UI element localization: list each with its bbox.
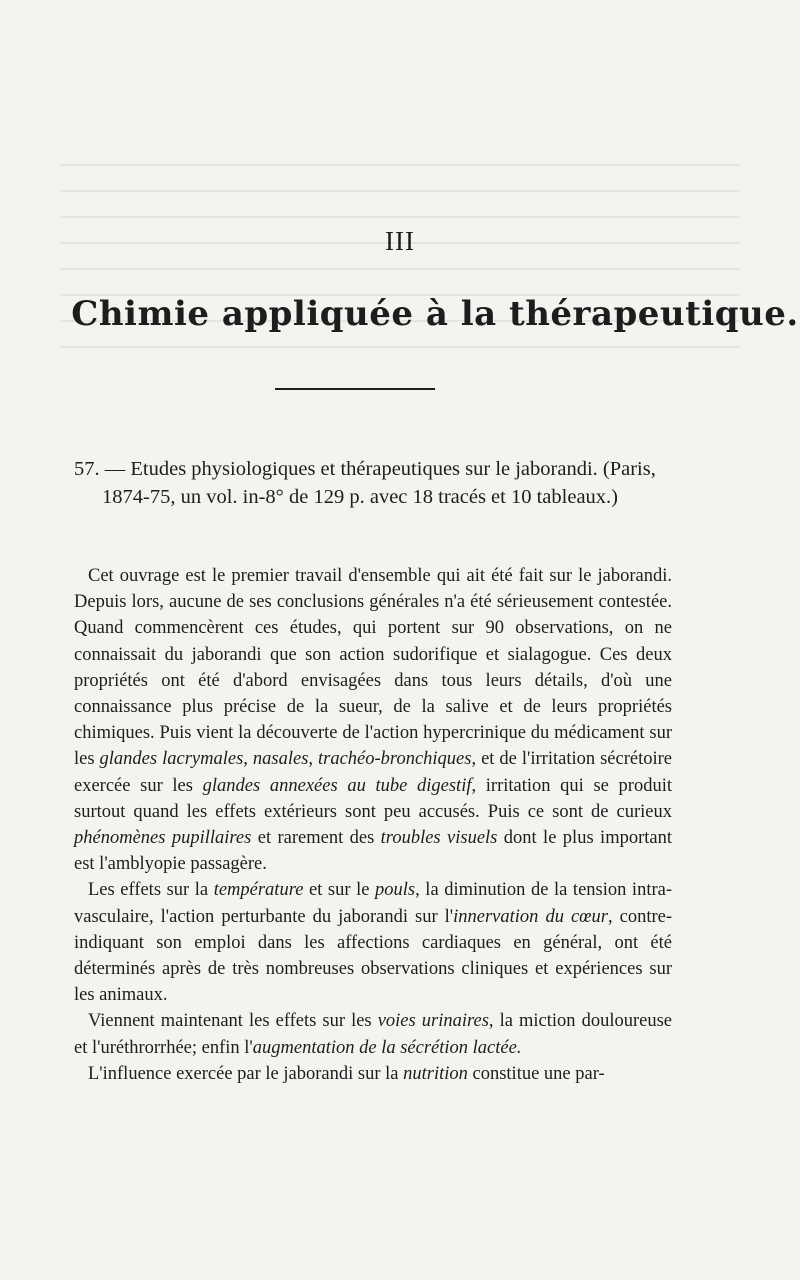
paragraph-1 xyxy=(74,563,672,877)
text-run: et rarement des xyxy=(251,828,381,849)
text-run: , contre-indiquant son emploi dans les affections cardiaques en général, ont été déterminés après de très nombreuses observations cliniques et expériences sur les animaux. xyxy=(74,906,673,1006)
entry-heading: — Etudes physiologiques et thérapeutiques sur le jaborandi. (Paris, 1874-75, un vol. in-8° de 129 p. avec 18 tracés et 10 tableaux.) xyxy=(102,458,656,508)
chapter-numeral: III xyxy=(385,226,415,256)
italic-run: innervation du cœur xyxy=(453,906,608,927)
italic-run: pouls xyxy=(375,880,416,901)
bibliographic-entry xyxy=(74,455,702,511)
text-run: Viennent maintenant les effets sur les xyxy=(88,1011,378,1032)
text-run: Cet ouvrage est le premier travail d'ensemble qui ait été fait sur le jaborandi. Depuis lors, aucune de ses conclusions générales n'a été sérieusement contestée. Quand commencèrent ces études, qui portent sur 90 observations, on ne connaissait du jaborandi que son action sudorifique et sialagogue. Ces deux propriétés ont été d'abord envisagées dans tous leurs détails, d'où une connaissance plus précise de la sueur, de la salive et de leurs propriétés chimiques. Puis vient la découverte de l'action hypercrinique du médicament sur les xyxy=(74,566,672,770)
text-run: , et de l'irritation sécrétoire exercée sur les xyxy=(74,749,672,796)
entry-number: 57. xyxy=(74,458,100,480)
paragraph-4 xyxy=(74,1061,672,1087)
text-run: , la diminution de la tension intra-vasculaire, l'action perturbante du jaborandi sur l' xyxy=(74,880,672,927)
text-run: Les effets sur la xyxy=(88,880,214,901)
paragraph-3 xyxy=(74,1008,672,1060)
italic-run: phénomènes pupillaires xyxy=(74,828,252,849)
show-through-text xyxy=(60,140,740,400)
text-run: , la miction douloureuse et l'uréthrorrhée; enfin l' xyxy=(74,1011,673,1058)
italic-run: voies urinaires xyxy=(377,1011,489,1032)
text-run: constitue une par- xyxy=(467,1063,605,1084)
paragraph-2 xyxy=(74,877,672,1008)
chapter-title: Chimie appliquée à la thérapeutique. xyxy=(71,294,799,334)
text-run: , irritation qui se produit surtout quand les effets extérieurs sont peu accusés. Puis ce sont de curieux xyxy=(74,775,672,822)
text-run: L'influence exercée par le jaborandi sur la xyxy=(88,1063,404,1084)
italic-run: glandes lacrymales, nasales, trachéo-bronchiques xyxy=(99,749,472,770)
text-run: dont le plus important est l'amblyopie passagère. xyxy=(74,828,672,875)
italic-run: troubles visuels xyxy=(380,828,498,849)
italic-run: température xyxy=(213,880,304,901)
italic-run: glandes annexées au tube digestif xyxy=(202,775,472,796)
italic-run: augmentation de la sécrétion lactée. xyxy=(252,1037,522,1058)
section-divider xyxy=(275,388,435,390)
body-text xyxy=(74,563,672,1087)
italic-run: nutrition xyxy=(403,1063,468,1084)
text-run: et sur le xyxy=(303,880,376,901)
